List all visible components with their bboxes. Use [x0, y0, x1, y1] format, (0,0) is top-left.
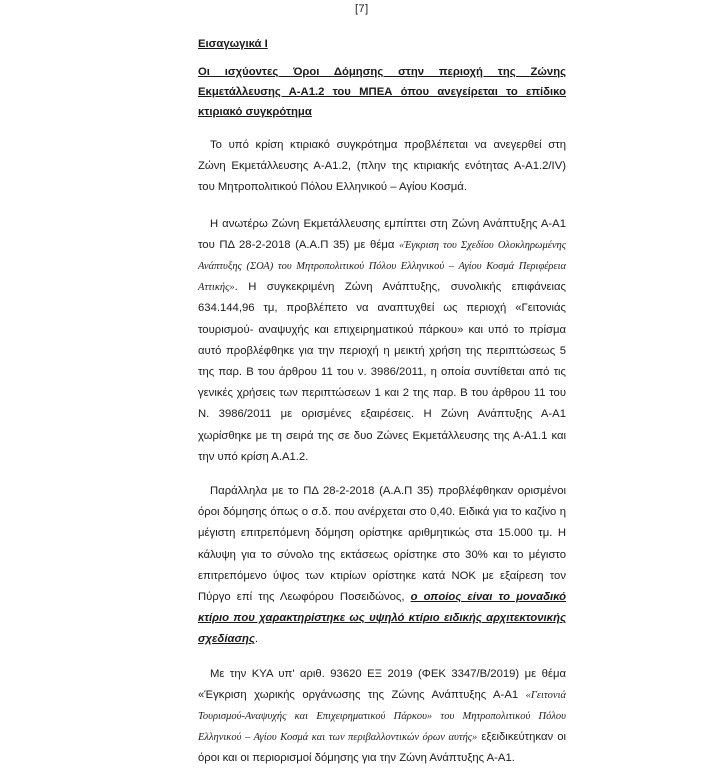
paragraph-3-text-a: Παράλληλα με το ΠΔ 28-2-2018 (Α.Α.Π 35) προβλέφθηκαν ορισμένοι όροι δόμησης όπως ο σ.δ. που ανέρχεται στο 0,40. Ειδικά για το καζίνο η μέγιστη επιτρεπόμενη δόμηση ορίστηκε αριθμητικώς στα 15.000 τμ. Η κάλυψη για το σύνολο της εκτάσεως ορίστηκε στο 30% και το μέγιστο επιτρεπόμενο ύψος των κτιρίων ορίστηκε κατά ΝΟΚ με εξαίρεση τον Πύργο επί της Λεωφόρου Ποσειδώνος,	[198, 485, 566, 604]
paragraph-4-italic-title: «Γειτονιά Τουρισμού-Αναψυχής και Επιχειρηματικού Πάρκου» του Μητροπολιτικού Πόλου Ελληνικού – Αγίου Κοσμά και των περιβαλλοντικών όρων αυτής»	[198, 689, 566, 744]
paragraph-1	[198, 135, 566, 199]
section-heading: Οι ισχύοντες Όροι Δόμησης στην περιοχή της Ζώνης Εκμετάλλευσης Α-Α1.2 του ΜΠΕΑ όπου ανεγείρεται το επίδικο κτιριακό συγκρότημα	[198, 66, 566, 118]
paragraph-2-text-b: . Η συγκεκριμένη Ζώνη Ανάπτυξης, συνολικής επιφάνειας 634.144,96 τμ, προβλέπετο να αναπτυχθεί ως περιοχή «Γειτονιάς τουρισμού- αναψυχής και επιχειρηματικού πάρκου» και υπό το πρίσμα αυτό προβλέφθηκε για την περιοχή η μεικτή χρήση της περιπτώσεως 5 της παρ. Β του άρθρου 11 του ν. 3986/2011, η οποία συντίθεται από τις γενικές χρήσεις των περιπτώσεων 1 και 2 της παρ. Β του άρθρου 11 του Ν. 3986/2011 με ορισμένες εξαιρέσεις. Η Ζώνη Ανάπτυξης Α-Α1 χωρίσθηκε με τη σειρά της σε δυο Ζώνες Εκμετάλλευσης της Α-Α1.1 και την υπό κρίση Α.Α1.2.	[198, 281, 566, 463]
paragraph-2	[198, 214, 566, 468]
paragraph-2-text-a: Η ανωτέρω Ζώνη Εκμετάλλευσης εμπίπτει στη Ζώνη Ανάπτυξης Α-Α1 του ΠΔ 28-2-2018 (Α.Α.Π 35) με θέμα	[198, 217, 566, 251]
paragraph-4-text-a: Με την ΚΥΑ υπ' αριθ. 93620 ΕΞ 2019 (ΦΕΚ 3347/Β/2019) με θέμα «Έγκριση χωρικής οργάνωσης της Ζώνης Ανάπτυξης Α-Α1	[198, 667, 566, 701]
paragraph-3-text-b: .	[254, 633, 259, 646]
paragraph-2-italic-title: «Έγκριση του Σχεδίου Ολοκληρωμένης Ανάπτυξης (ΣΟΑ) του Μητροπολιτικού Πόλου Ελληνικού – Αγίου Κοσμά Περιφέρεια Αττικής»	[198, 239, 566, 294]
paragraph-1-text: Το υπό κρίση κτιριακό συγκρότημα προβλέπεται να ανεγερθεί στη Ζώνη Εκμετάλλευσης Α-Α1.2, (πλην της κτιριακής ενότητας Α-Α1.2/IV) του Μητροπολιτικού Πόλου Ελληνικού – Αγίου Κοσμά.	[198, 139, 566, 194]
paragraph-3-emphasis: ο οποίος είναι το μοναδικό κτίριο που χαρακτηρίστηκε ως υψηλό κτίριο ειδικής αρχιτεκτονικής σχεδίασης	[198, 591, 566, 646]
paragraph-3	[198, 481, 566, 651]
paragraph-4	[198, 664, 566, 770]
section-label: Εισαγωγικά Ι	[198, 38, 268, 50]
page-number: [7]	[355, 3, 369, 15]
document-body	[198, 36, 566, 770]
paragraph-4-text-b: εξειδικεύτηκαν οι όροι και οι περιορισμοί δόμησης για την Ζώνη Ανάπτυξης Α-Α1.	[198, 731, 566, 765]
